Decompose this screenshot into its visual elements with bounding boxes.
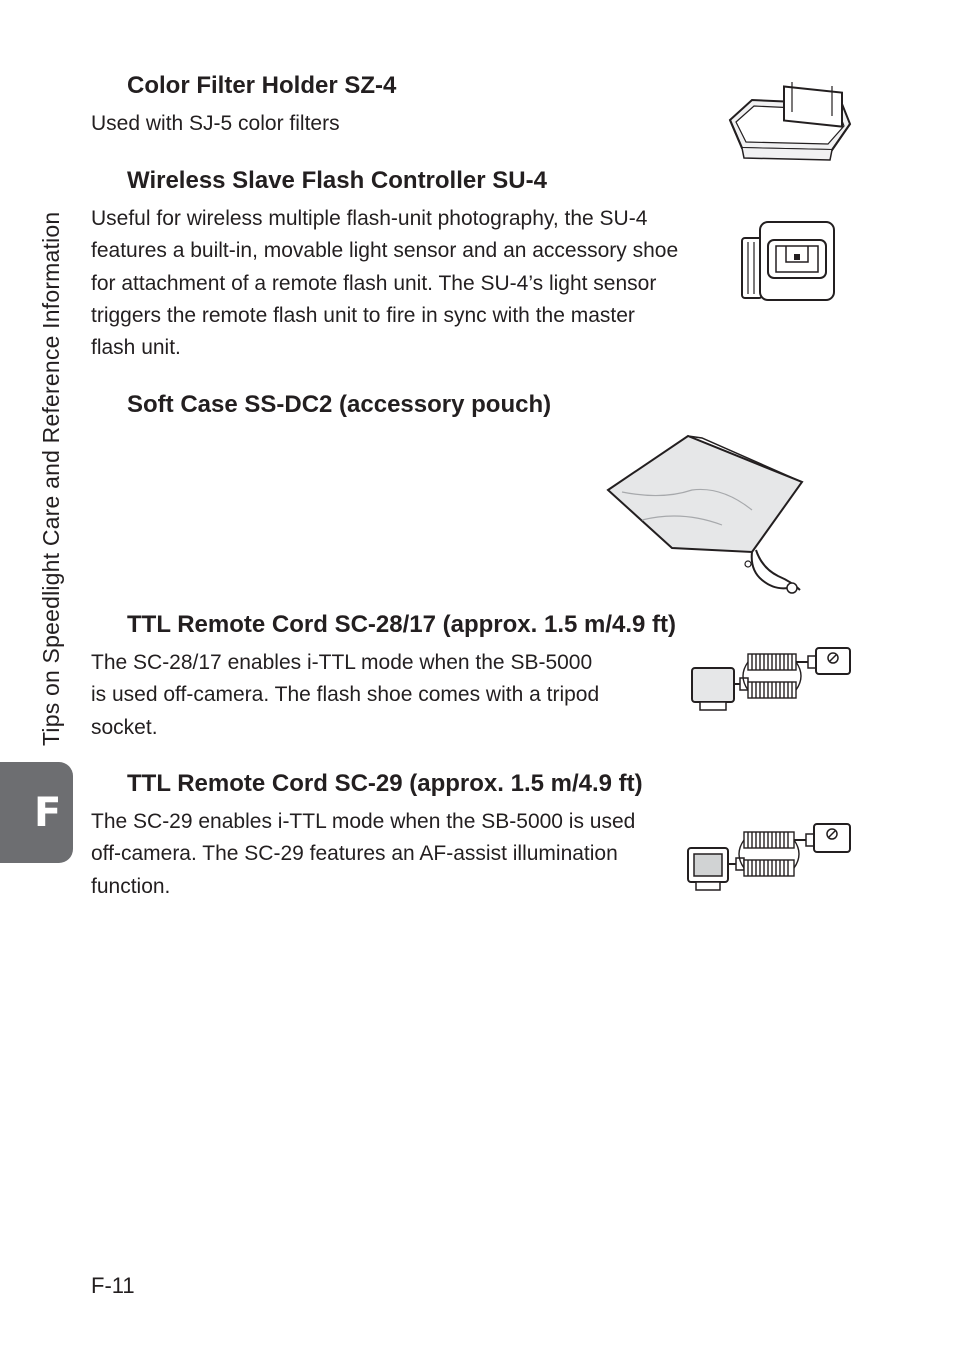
section-heading-remote-cord-sc29: TTL Remote Cord SC-29 (approx. 1.5 m/4.9 ft) <box>127 770 643 797</box>
body-line: Used with SJ-5 color filters <box>91 112 340 135</box>
remote-cord-sc29-illustration <box>684 818 854 898</box>
section-body-remote-cord-sc28 <box>91 647 599 744</box>
body-line: flash unit. <box>91 336 181 360</box>
color-filter-holder-illustration <box>722 72 858 162</box>
section-body-wireless-controller <box>91 203 678 364</box>
remote-cord-sc28-illustration <box>688 642 854 718</box>
soft-case-illustration <box>602 430 812 600</box>
page-number: F-11 <box>91 1273 135 1298</box>
section-heading-remote-cord-sc28: TTL Remote Cord SC-28/17 (approx. 1.5 m/4.9 ft) <box>127 611 677 638</box>
section-body-remote-cord-sc29 <box>91 806 635 903</box>
body-line: off-camera. The SC-29 features an AF-assist illumination <box>91 842 618 866</box>
body-line: function. <box>91 874 171 898</box>
body-line: socket. <box>91 715 158 739</box>
body-line: Useful for wireless multiple flash-unit photography, the SU-4 <box>91 207 648 230</box>
section-heading-soft-case: Soft Case SS-DC2 (accessory pouch) <box>127 391 552 418</box>
section-heading-color-filter-holder: Color Filter Holder SZ-4 <box>127 72 397 99</box>
body-line: The SC-28/17 enables i-TTL mode when the SB-5000 <box>91 651 593 674</box>
body-line: features a built-in, movable light sensor and an accessory shoe <box>91 239 679 263</box>
body-line: is used off-camera. The flash shoe comes with a tripod <box>91 683 600 707</box>
body-line: for attachment of a remote flash unit. The SU-4’s light sensor <box>91 271 657 295</box>
body-line: The SC-29 enables i-TTL mode when the SB-5000 is used <box>91 810 636 833</box>
section-side-label: Tips on Speedlight Care and Reference Information <box>38 211 64 746</box>
section-body-color-filter-holder <box>91 108 340 140</box>
body-line: triggers the remote flash unit to fire in sync with the master <box>91 303 635 327</box>
wireless-controller-illustration <box>738 218 838 304</box>
chapter-tab-letter: F <box>34 790 62 836</box>
section-heading-wireless-controller: Wireless Slave Flash Controller SU-4 <box>127 167 547 194</box>
